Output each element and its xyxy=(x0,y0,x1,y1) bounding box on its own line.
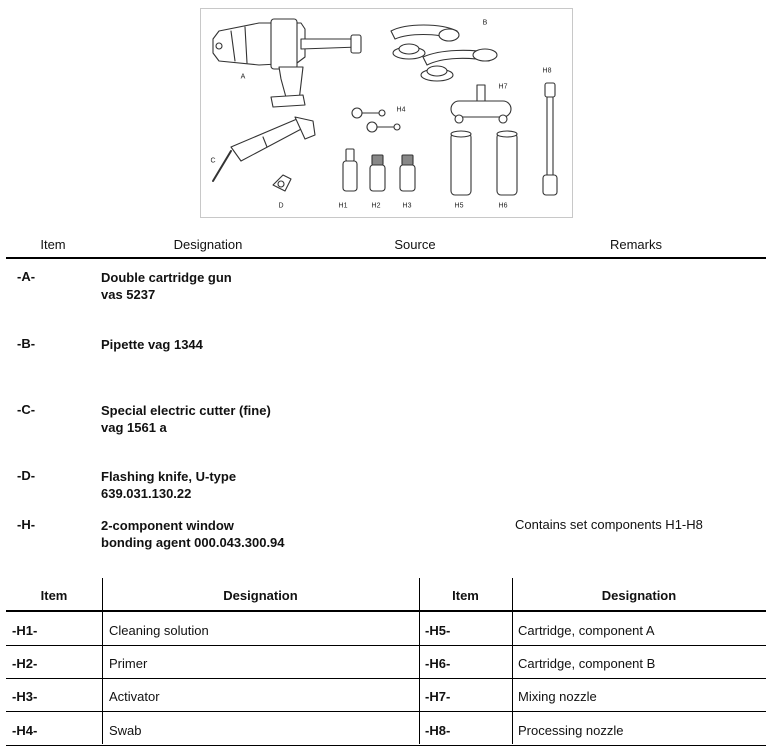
component-designation: Mixing nozzle xyxy=(518,689,597,704)
designation-line: Double cartridge gun xyxy=(101,270,232,285)
swab-drawing xyxy=(352,108,400,132)
row-rule xyxy=(6,678,766,679)
cartridges-drawing xyxy=(451,131,517,195)
header-designation: Designation xyxy=(173,237,243,252)
component-item: -H5- xyxy=(425,623,451,638)
row-designation xyxy=(101,468,236,502)
label-b: B xyxy=(482,19,488,27)
component-item: -H8- xyxy=(425,723,451,738)
tools-drawing xyxy=(201,9,574,219)
component-designation: Processing nozzle xyxy=(518,723,624,738)
row-item: -H- xyxy=(17,517,36,532)
row-designation xyxy=(101,269,232,303)
component-item: -H6- xyxy=(425,656,451,671)
row-rule xyxy=(6,711,766,712)
label-h7: H7 xyxy=(498,83,508,91)
label-h2: H2 xyxy=(371,202,381,210)
component-item: -H1- xyxy=(12,623,38,638)
designation-line: vas 5237 xyxy=(101,287,156,302)
bottles-drawing xyxy=(343,149,415,191)
mixing-nozzle-drawing xyxy=(451,85,511,123)
designation-line: Special electric cutter (fine) xyxy=(101,403,271,418)
label-h4: H4 xyxy=(396,106,406,114)
header-designation-left: Designation xyxy=(223,588,298,603)
header-rule xyxy=(6,610,766,612)
designation-line: Flashing knife, U-type xyxy=(101,469,237,484)
components-table xyxy=(6,578,766,748)
label-c: C xyxy=(210,157,216,165)
component-designation: Cartridge, component B xyxy=(518,656,656,671)
tools-illustration xyxy=(200,8,573,218)
component-item: -H2- xyxy=(12,656,38,671)
row-rule xyxy=(6,745,766,746)
label-h3: H3 xyxy=(402,202,412,210)
row-designation xyxy=(101,517,285,551)
row-rule xyxy=(6,645,766,646)
component-item: -H7- xyxy=(425,689,451,704)
label-h5: H5 xyxy=(454,202,464,210)
label-h6: H6 xyxy=(498,202,508,210)
row-remarks: Contains set components H1-H8 xyxy=(515,517,703,532)
component-designation: Cartridge, component A xyxy=(518,623,655,638)
flashing-knife-drawing xyxy=(273,175,291,191)
designation-line: 2-component window xyxy=(101,518,234,533)
designation-line: 639.031.130.22 xyxy=(101,486,192,501)
row-item: -B- xyxy=(17,336,36,351)
header-item-left: Item xyxy=(40,588,68,603)
label-h1: H1 xyxy=(338,202,348,210)
row-item: -C- xyxy=(17,402,36,417)
label-a: A xyxy=(240,73,246,81)
component-designation: Activator xyxy=(109,689,160,704)
header-remarks: Remarks xyxy=(609,237,662,252)
label-d: D xyxy=(278,202,284,210)
header-source: Source xyxy=(394,237,436,252)
row-item: -D- xyxy=(17,468,36,483)
component-item: -H4- xyxy=(12,723,38,738)
designation-line: Pipette vag 1344 xyxy=(101,337,203,352)
row-item: -A- xyxy=(17,269,36,284)
component-designation: Swab xyxy=(109,723,142,738)
row-designation xyxy=(101,402,271,436)
component-item: -H3- xyxy=(12,689,38,704)
row-designation xyxy=(101,336,203,353)
header-item-right: Item xyxy=(452,588,479,603)
electric-cutter-drawing xyxy=(213,117,315,181)
processing-nozzle-drawing xyxy=(543,83,557,195)
pipette-drawing xyxy=(391,25,497,81)
header-item: Item xyxy=(40,237,66,252)
cartridge-gun-drawing xyxy=(213,19,361,107)
component-designation: Primer xyxy=(109,656,148,671)
component-designation: Cleaning solution xyxy=(109,623,209,638)
header-designation-right: Designation xyxy=(601,588,677,603)
designation-line: vag 1561 a xyxy=(101,420,167,435)
designation-line: bonding agent 000.043.300.94 xyxy=(101,535,285,550)
tools-table-header xyxy=(6,231,766,259)
label-h8: H8 xyxy=(542,67,552,75)
